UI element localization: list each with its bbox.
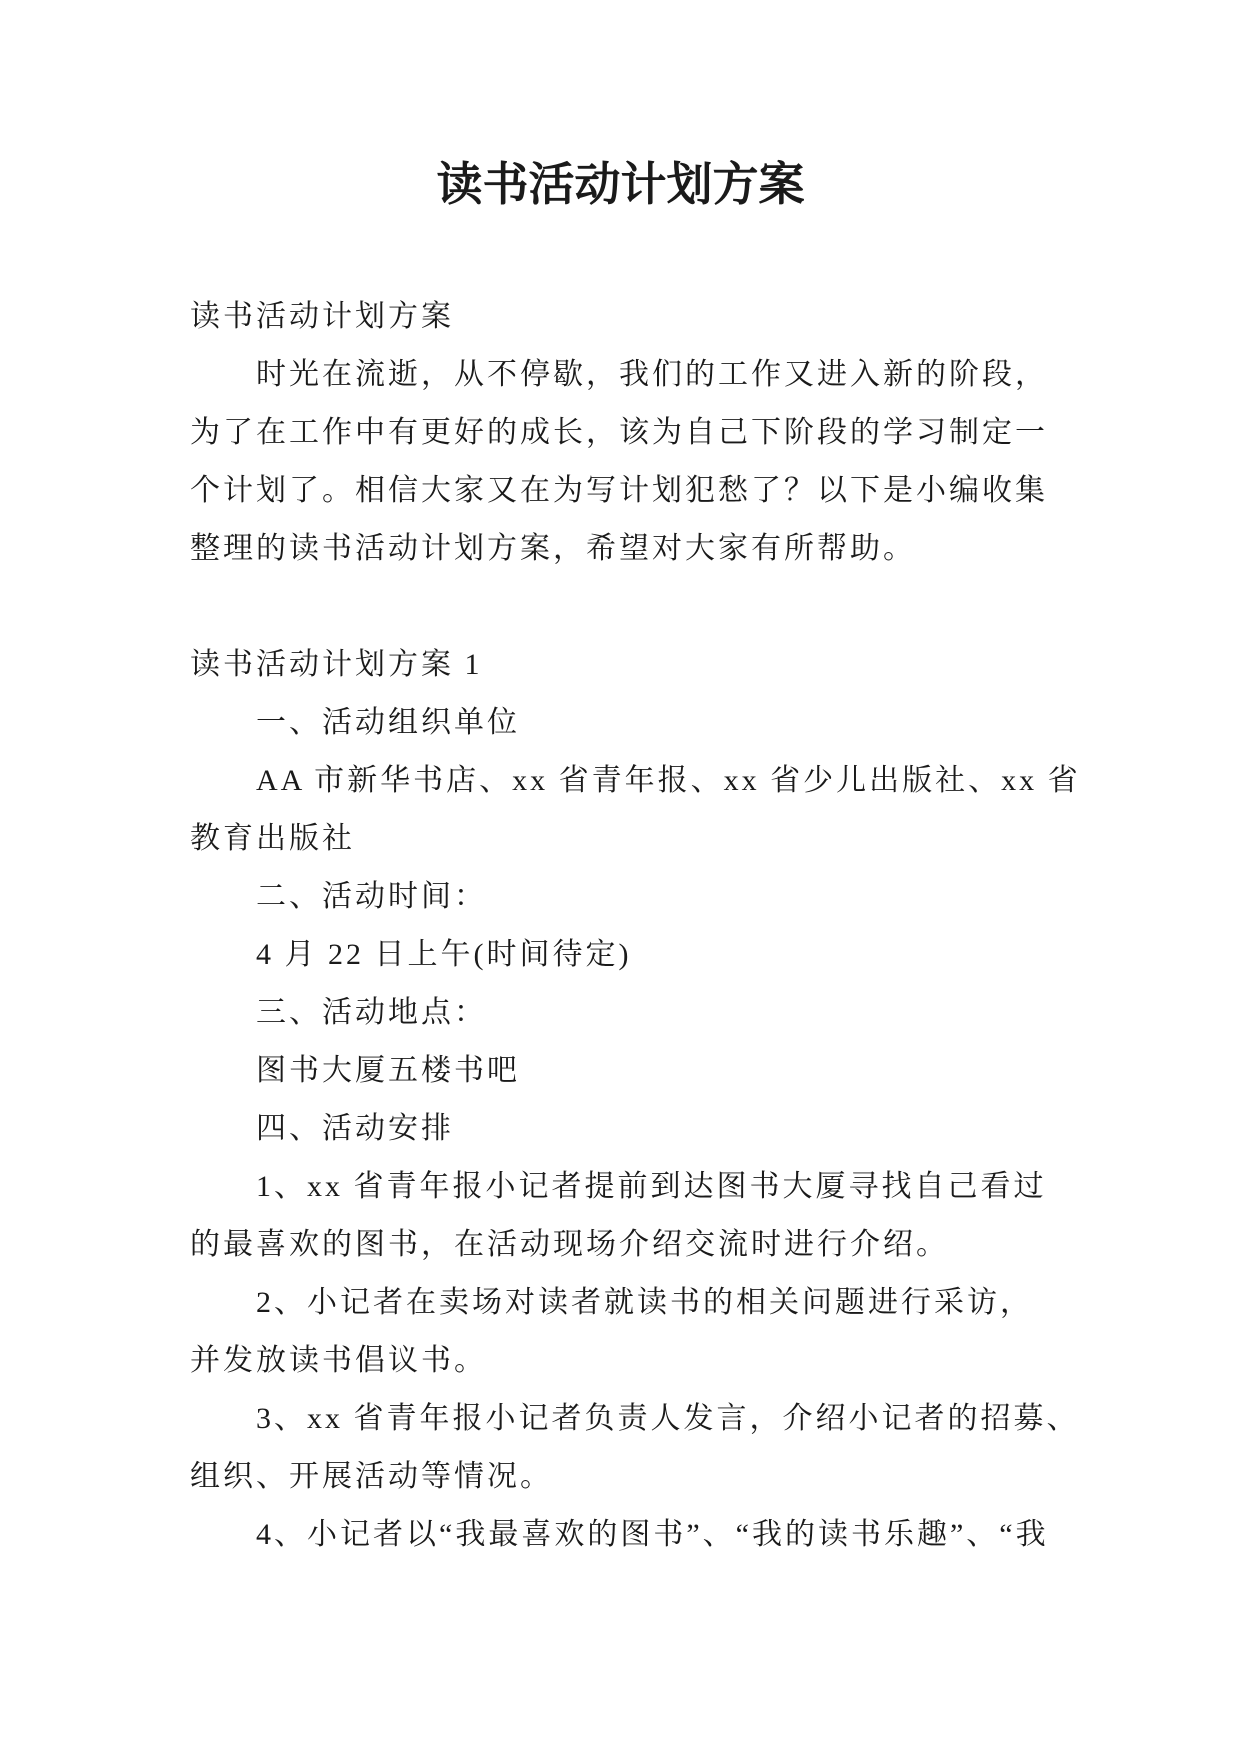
schedule-item	[190, 1506, 1090, 1564]
paragraph-line: 4、小记者以“我最喜欢的图书”、“我的读书乐趣”、“我	[256, 1518, 1049, 1551]
paragraph-line: 组织、开展活动等情况。	[190, 1460, 553, 1493]
schedule-item	[190, 1274, 1090, 1390]
paragraph-line: 的最喜欢的图书，在活动现场介绍交流时进行介绍。	[190, 1228, 949, 1261]
paragraph-line: 时光在流逝，从不停歇，我们的工作又进入新的阶段，	[256, 358, 1048, 391]
plan1-heading: 读书活动计划方案 1	[190, 648, 483, 681]
document-body	[190, 288, 1090, 1564]
organizer-heading: 一、活动组织单位	[256, 706, 520, 739]
paragraph-line: 2、小记者在卖场对读者就读书的相关问题进行采访，	[256, 1286, 1033, 1319]
paragraph-line: 并发放读书倡议书。	[190, 1344, 487, 1377]
intro-heading: 读书活动计划方案	[190, 300, 454, 333]
paragraph-line: 个计划了。相信大家又在为写计划犯愁了？以下是小编收集	[190, 474, 1048, 507]
schedule-item	[190, 1390, 1090, 1506]
blank-line	[190, 578, 1090, 636]
paragraph-line: 1、xx 省青年报小记者提前到达图书大厦寻找自己看过	[256, 1170, 1047, 1203]
schedule-item	[190, 1158, 1090, 1274]
document-title: 读书活动计划方案	[436, 159, 805, 210]
paragraph-line: AA 市新华书店、xx 省青年报、xx 省少儿出版社、xx 省	[256, 764, 1081, 797]
time-text: 4 月 22 日上午(时间待定)	[256, 938, 632, 971]
paragraph-line: 为了在工作中有更好的成长，该为自己下阶段的学习制定一	[190, 416, 1048, 449]
paragraph-line: 教育出版社	[190, 822, 355, 855]
location-heading: 三、活动地点：	[256, 996, 487, 1029]
paragraph-line: 整理的读书活动计划方案，希望对大家有所帮助。	[190, 532, 916, 565]
organizer-paragraph	[190, 752, 1090, 868]
location-text: 图书大厦五楼书吧	[256, 1054, 520, 1087]
time-heading: 二、活动时间：	[256, 880, 487, 913]
intro-paragraph	[190, 346, 1090, 578]
paragraph-line: 3、xx 省青年报小记者负责人发言，介绍小记者的招募、	[256, 1402, 1080, 1435]
schedule-heading: 四、活动安排	[256, 1112, 454, 1145]
